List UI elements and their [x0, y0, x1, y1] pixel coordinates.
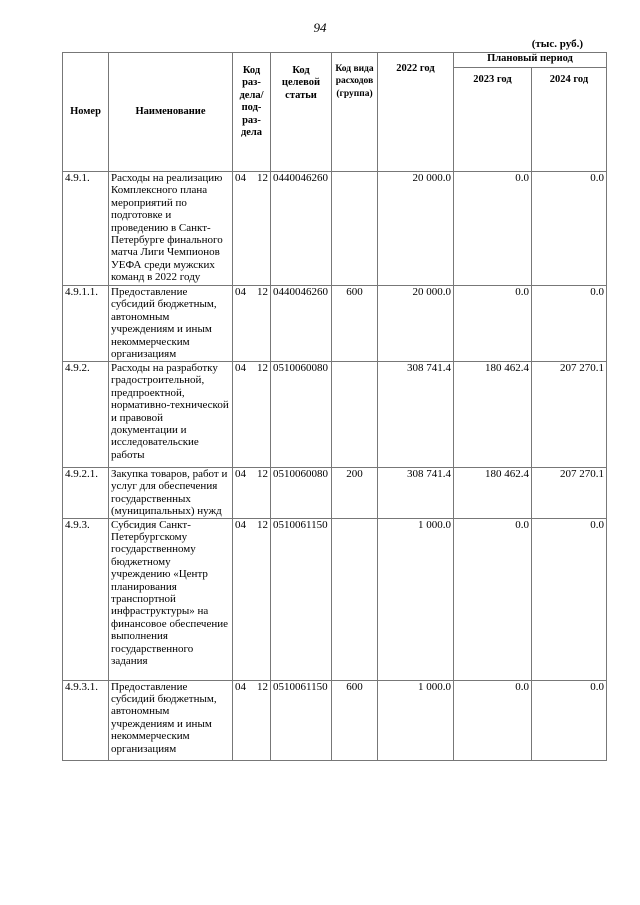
row-number: 4.9.2.1.: [63, 468, 109, 519]
row-section-code: [233, 286, 271, 362]
row-expense-type: 600: [332, 286, 378, 362]
row-2024: 0.0: [532, 172, 607, 286]
row-2022: 20 000.0: [378, 286, 454, 362]
row-section-code: [233, 518, 271, 680]
row-section: 04: [235, 362, 246, 374]
row-target-code: 0440046260: [271, 286, 332, 362]
table-row: [63, 518, 607, 680]
row-expense-type: [332, 362, 378, 468]
row-target-code: 0440046260: [271, 172, 332, 286]
row-target-code: 0510061150: [271, 680, 332, 760]
row-2022: 308 741.4: [378, 468, 454, 519]
row-target-code: 0510061150: [271, 518, 332, 680]
row-name: Расходы на разработку градостроительной, предпроектной, нормативно-технической и правовой документации и исследовательские работы: [109, 362, 233, 468]
row-2024: 0.0: [532, 518, 607, 680]
row-2023: 180 462.4: [454, 362, 532, 468]
row-number: 4.9.3.: [63, 518, 109, 680]
row-2023: 0.0: [454, 680, 532, 760]
row-2024: 0.0: [532, 286, 607, 362]
row-name: Предоставление субсидий бюджетным, автономным учреждениям и иным некоммерческим организациям: [109, 286, 233, 362]
row-2023: 0.0: [454, 518, 532, 680]
table-row: [63, 172, 607, 286]
row-subsection: 12: [257, 286, 268, 298]
row-number: 4.9.2.: [63, 362, 109, 468]
row-number: 4.9.1.1.: [63, 286, 109, 362]
row-2022: 308 741.4: [378, 362, 454, 468]
header-section: [233, 53, 271, 172]
row-subsection: 12: [257, 518, 268, 531]
row-2022: 20 000.0: [378, 172, 454, 286]
row-section-code: [233, 172, 271, 286]
row-section: 04: [235, 518, 246, 531]
header-number: Номер: [63, 53, 109, 172]
header-2022-text: 2022 год: [396, 63, 435, 74]
header-expense-type-text: Код вида расходов (группа): [335, 64, 374, 99]
header-planning-period: Плановый период: [454, 53, 607, 68]
row-2023: 0.0: [454, 286, 532, 362]
row-name: Предоставление субсидий бюджетным, автономным учреждениям и иным некоммерческим организациям: [109, 680, 233, 760]
table-row: [63, 362, 607, 468]
row-section-code: [233, 362, 271, 468]
row-section-code: [233, 468, 271, 519]
header-2022: [378, 53, 454, 172]
row-2023: 0.0: [454, 172, 532, 286]
row-expense-type: 600: [332, 680, 378, 760]
table-row: [63, 468, 607, 519]
row-expense-type: 200: [332, 468, 378, 519]
table-row: [63, 286, 607, 362]
row-expense-type: [332, 518, 378, 680]
header-expense-type: [332, 53, 378, 172]
row-subsection: 12: [257, 362, 268, 374]
header-section-text: Код раз-дела/ под-раз-дела: [239, 65, 264, 139]
units-label: (тыс. руб.): [531, 38, 583, 50]
header-name: Наименование: [109, 53, 233, 172]
row-subsection: 12: [257, 172, 268, 184]
row-subsection: 12: [257, 680, 268, 693]
row-2022: 1 000.0: [378, 518, 454, 680]
row-name: Субсидия Санкт-Петербургскому государственному бюджетному учреждению «Центр планирования транспортной инфраструктуры» на финансовое обеспечение выполнения государственного задания: [109, 518, 233, 680]
row-name: Закупка товаров, работ и услуг для обеспечения государственных (муниципальных) нужд: [109, 468, 233, 519]
row-number: 4.9.1.: [63, 172, 109, 286]
row-2023: 180 462.4: [454, 468, 532, 519]
header-2023: 2023 год: [454, 68, 532, 172]
row-section: 04: [235, 468, 246, 480]
row-2022: 1 000.0: [378, 680, 454, 760]
header-2024: 2024 год: [532, 68, 607, 172]
page-number: 94: [313, 20, 327, 35]
table-body: [63, 172, 607, 761]
header-target: [271, 53, 332, 172]
table-row: [63, 680, 607, 760]
row-2024: 207 270.1: [532, 468, 607, 519]
header-target-text: Код целевой статьи: [281, 65, 321, 101]
row-2024: 207 270.1: [532, 362, 607, 468]
row-target-code: 0510060080: [271, 362, 332, 468]
row-expense-type: [332, 172, 378, 286]
budget-table: [62, 52, 607, 761]
row-name: Расходы на реализацию Комплексного плана мероприятий по подготовке и проведению в Санкт-Петербурге финального матча Лиги Чемпионов УЕФА среди мужских команд в 2022 году: [109, 172, 233, 286]
row-section: 04: [235, 286, 246, 298]
row-section: 04: [235, 680, 246, 693]
row-target-code: 0510060080: [271, 468, 332, 519]
row-number: 4.9.3.1.: [63, 680, 109, 760]
row-2024: 0.0: [532, 680, 607, 760]
row-section: 04: [235, 172, 246, 184]
row-section-code: [233, 680, 271, 760]
row-subsection: 12: [257, 468, 268, 480]
